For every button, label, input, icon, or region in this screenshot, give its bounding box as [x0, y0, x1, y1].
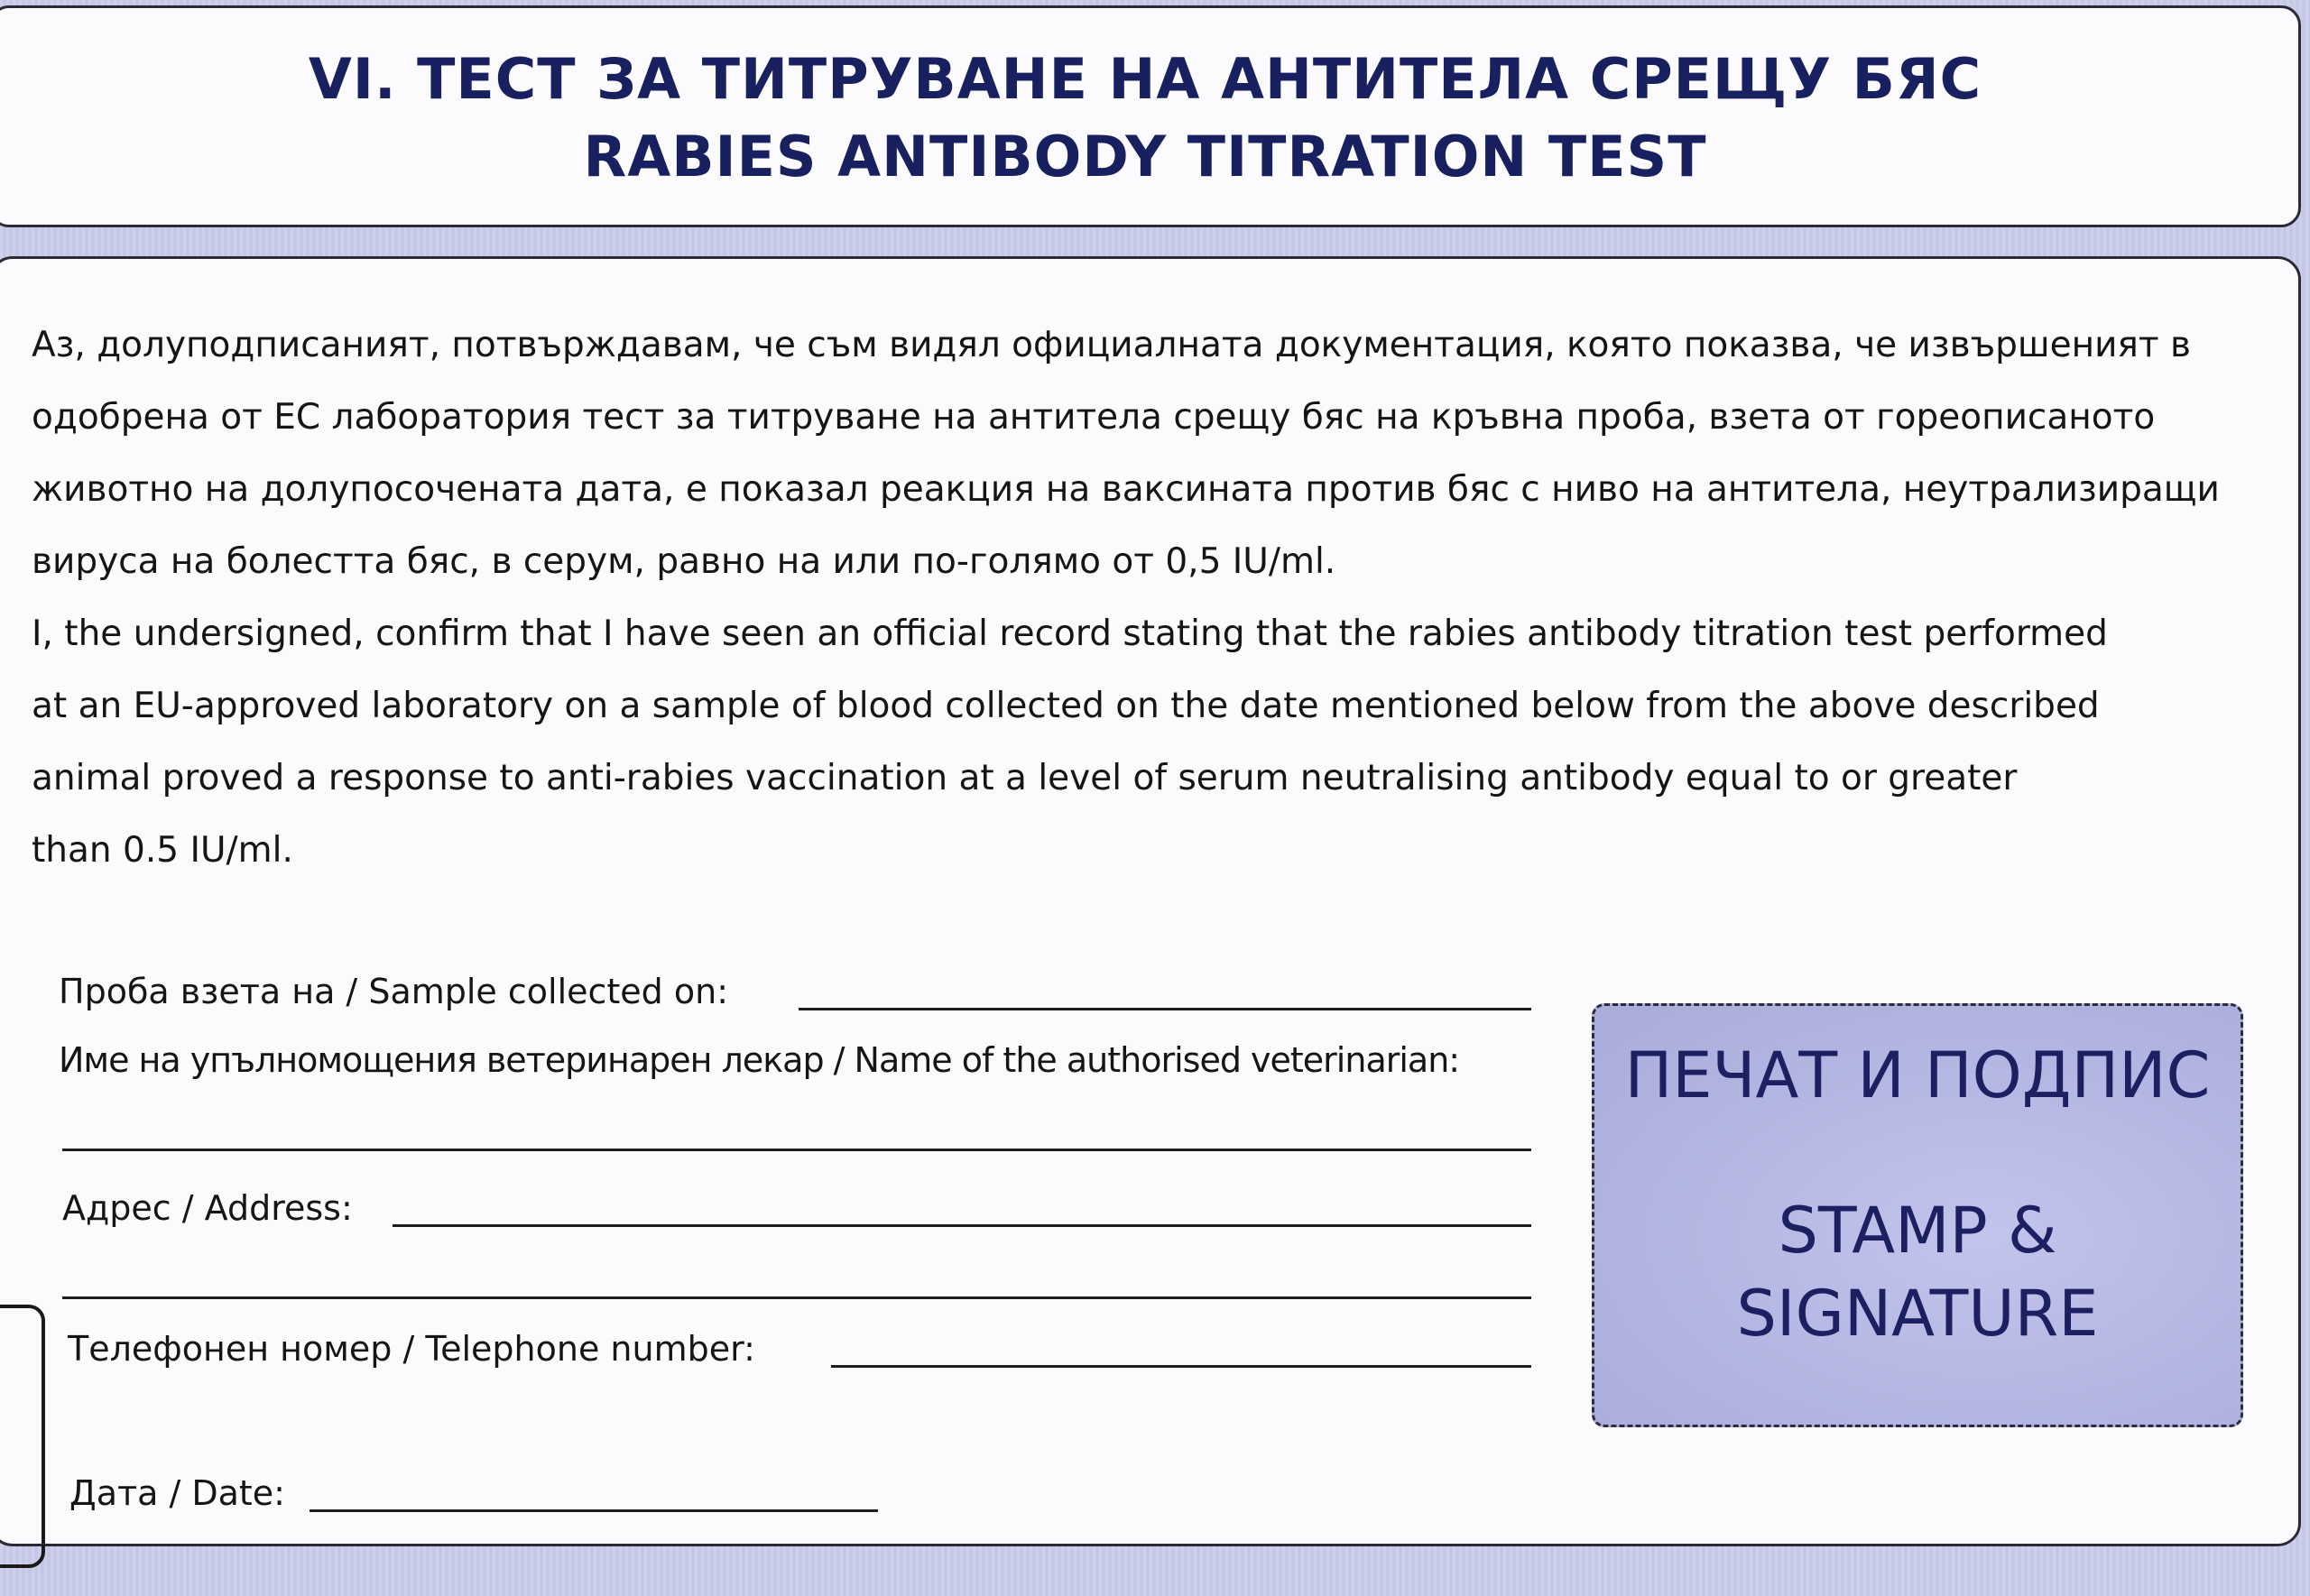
signature-label-en: SIGNATURE	[1736, 1277, 2099, 1351]
date-label: Дата / Date:	[69, 1473, 285, 1513]
stamp-label-bg: ПЕЧАТ И ПОДПИС	[1624, 1038, 2211, 1112]
address-label: Адрес / Address:	[62, 1188, 353, 1228]
section-title-en: RABIES ANTIBODY TITRATION TEST	[583, 124, 1707, 189]
statement-bg-line: Аз, долуподписаният, потвърждавам, че съм видял официалната документация, която показва, че извършеният в	[32, 325, 2191, 365]
date-field[interactable]	[310, 1509, 878, 1512]
statement-en-line: at an EU-approved laboratory on a sample of blood collected on the date mentioned below from the above described	[32, 686, 2100, 726]
statement-en-line: than 0.5 IU/ml.	[32, 830, 293, 871]
left-bracket-decoration	[0, 1305, 45, 1568]
sample-collected-label: Проба взета на / Sample collected on:	[59, 972, 729, 1011]
telephone-field[interactable]	[831, 1365, 1531, 1368]
statement-en-line: animal proved a response to anti-rabies vaccination at a level of serum neutralising antibody equal to or greater	[32, 758, 2018, 798]
vet-name-field[interactable]	[62, 1149, 1531, 1151]
stamp-signature-area[interactable]	[1592, 1003, 2243, 1427]
vet-name-label: Име на упълномощения ветеринарен лекар / Name of the authorised veterinarian:	[59, 1040, 1460, 1080]
statement-bg-line: животно на долупосочената дата, е показал реакция на ваксината против бяс с ниво на антитела, неутрализиращи	[32, 469, 2220, 510]
address-field-line2[interactable]	[62, 1296, 1531, 1299]
sample-collected-field[interactable]	[799, 1008, 1531, 1010]
statement-bg-line: вируса на болестта бяс, в серум, равно на или по-голямо от 0,5 IU/ml.	[32, 541, 1336, 582]
section-title-box	[0, 5, 2301, 227]
statement-bg-line: одобрена от ЕС лаборатория тест за титруване на антитела срещу бяс на кръвна проба, взета от гореописаното	[32, 397, 2156, 438]
stamp-label-en: STAMP &	[1778, 1194, 2057, 1268]
address-field[interactable]	[393, 1224, 1531, 1227]
section-title-bg: VI. ТЕСТ ЗА ТИТРУВАНЕ НА АНТИТЕЛА СРЕЩУ БЯС	[308, 46, 1982, 112]
telephone-label: Телефонен номер / Telephone number:	[68, 1329, 755, 1369]
statement-en-line: I, the undersigned, confirm that I have seen an official record stating that the rabies antibody titration test performed	[32, 613, 2108, 654]
